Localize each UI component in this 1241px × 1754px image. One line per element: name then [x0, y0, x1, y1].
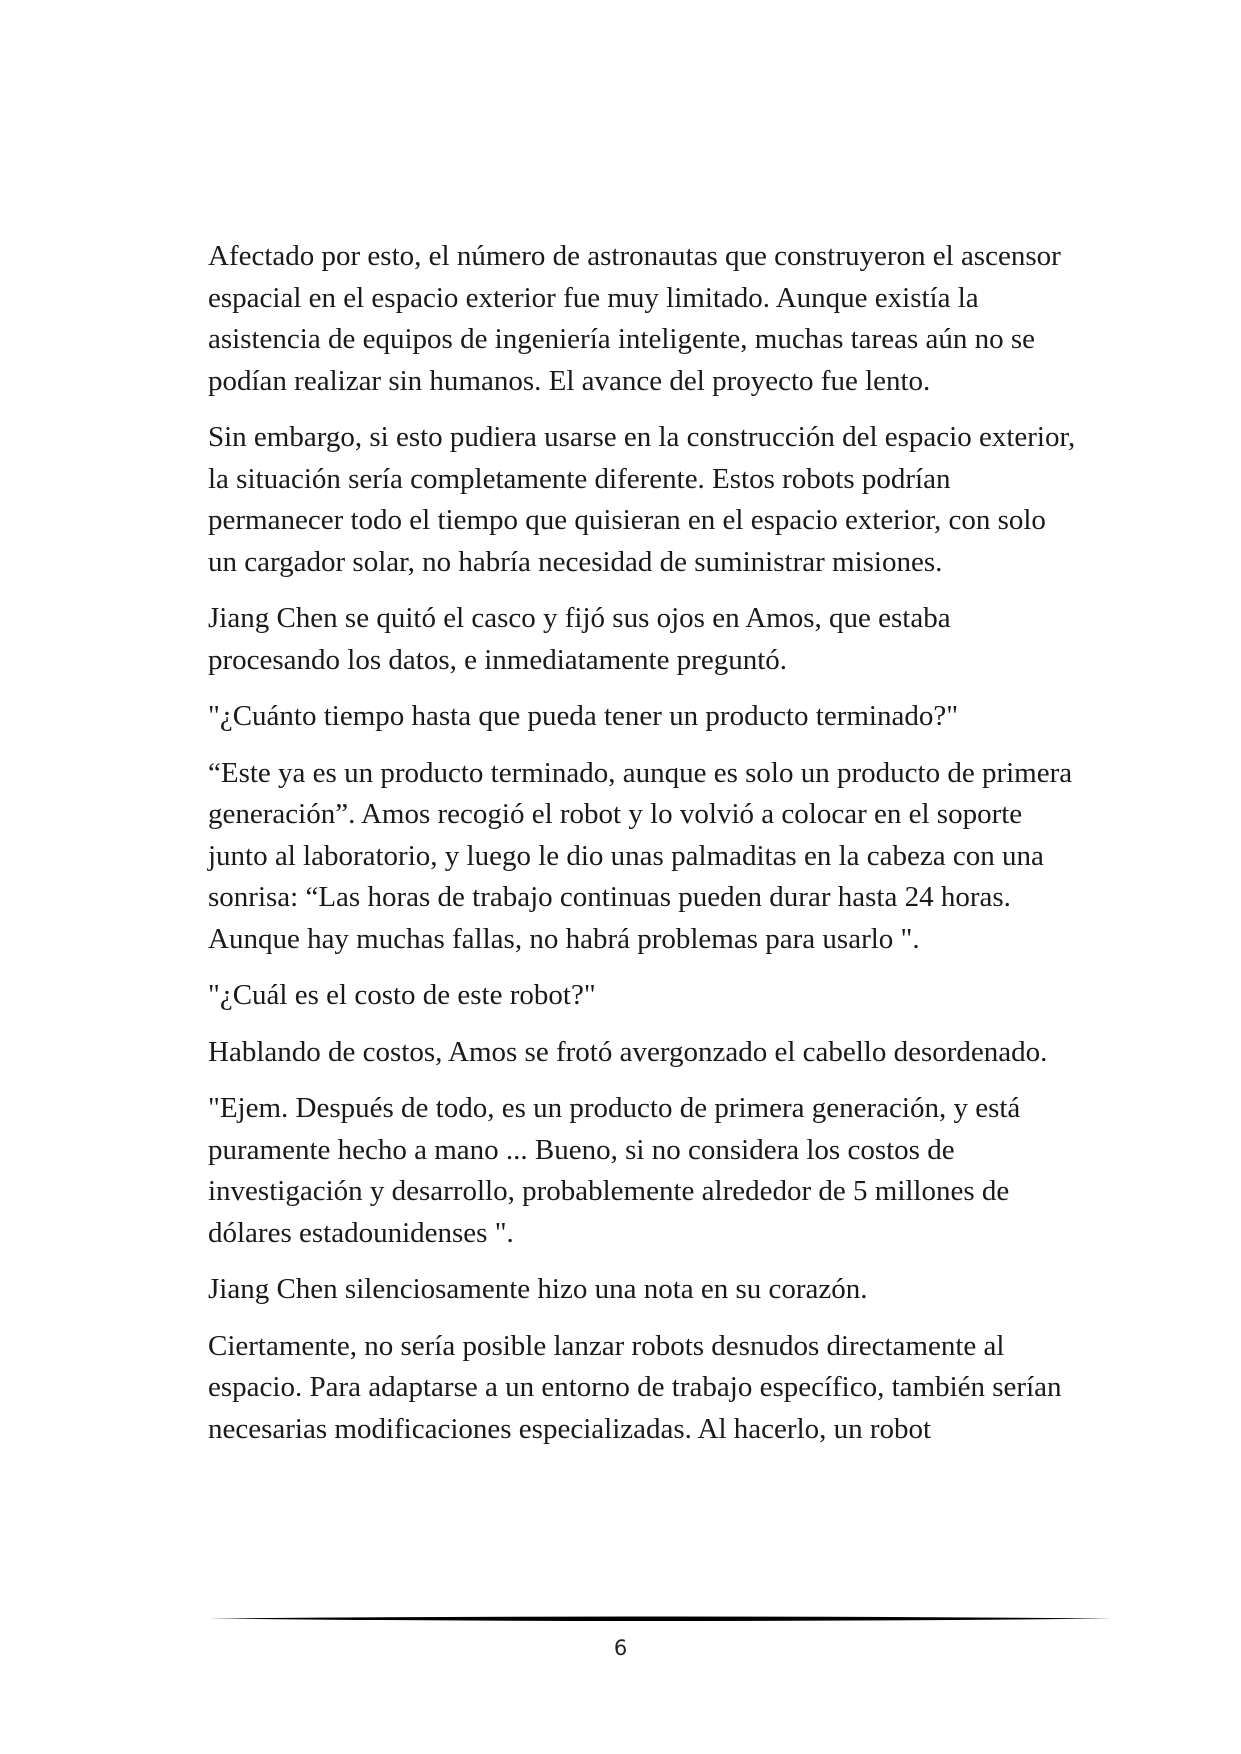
paragraph-1: Afectado por esto, el número de astronautas que construyeron el ascensor espacial en el espacio exterior fue muy limitado. Aunque existía la asistencia de equipos de ingeniería inteligente, muchas tareas aún no se podían realizar sin humanos. El avance del proyecto fue lento. — [208, 240, 1061, 397]
paragraph-4: "¿Cuánto tiempo hasta que pueda tener un producto terminado?" — [208, 700, 959, 732]
paragraph-2: Sin embargo, si esto pudiera usarse en la construcción del espacio exterior, la situación sería completamente diferente. Estos robots podrían permanecer todo el tiempo que quisieran en el espacio exterior, con solo un cargador solar, no habría necesidad de suministrar misiones. — [208, 421, 1076, 578]
paragraph-8: "Ejem. Después de todo, es un producto de primera generación, y está puramente hecho a mano ... Bueno, si no considera los costos de investigación y desarrollo, probablemente alrededor de 5 millones de dólares estadounidenses ". — [208, 1092, 1021, 1249]
footer-divider — [208, 1612, 1112, 1626]
body-text — [208, 236, 1078, 1465]
paragraph-3: Jiang Chen se quitó el casco y fijó sus ojos en Amos, que estaba procesando los datos, e inmediatamente preguntó. — [208, 602, 951, 676]
paragraph-7: Hablando de costos, Amos se frotó avergonzado el cabello desordenado. — [208, 1035, 1048, 1068]
paragraph-9: Jiang Chen silenciosamente hizo una nota en su corazón. — [208, 1273, 868, 1305]
paragraph-6: "¿Cuál es el costo de este robot?" — [208, 979, 596, 1011]
paragraph-5: “Este ya es un producto terminado, aunque es solo un producto de primera generación”. Amos recogió el robot y lo volvió a colocar en el soporte junto al laboratorio, y luego le dio unas palmaditas en la cabeza con una sonrisa: “Las horas de trabajo continuas pueden durar hasta 24 horas. Aunque hay muchas fallas, no habrá problemas para usarlo ". — [208, 756, 1073, 955]
paragraph-10: Ciertamente, no sería posible lanzar robots desnudos directamente al espacio. Para adaptarse a un entorno de trabajo específico, también serían necesarias modificaciones especializadas. Al hacerlo, un robot — [208, 1329, 1062, 1445]
page-number: 6 — [613, 1636, 628, 1660]
